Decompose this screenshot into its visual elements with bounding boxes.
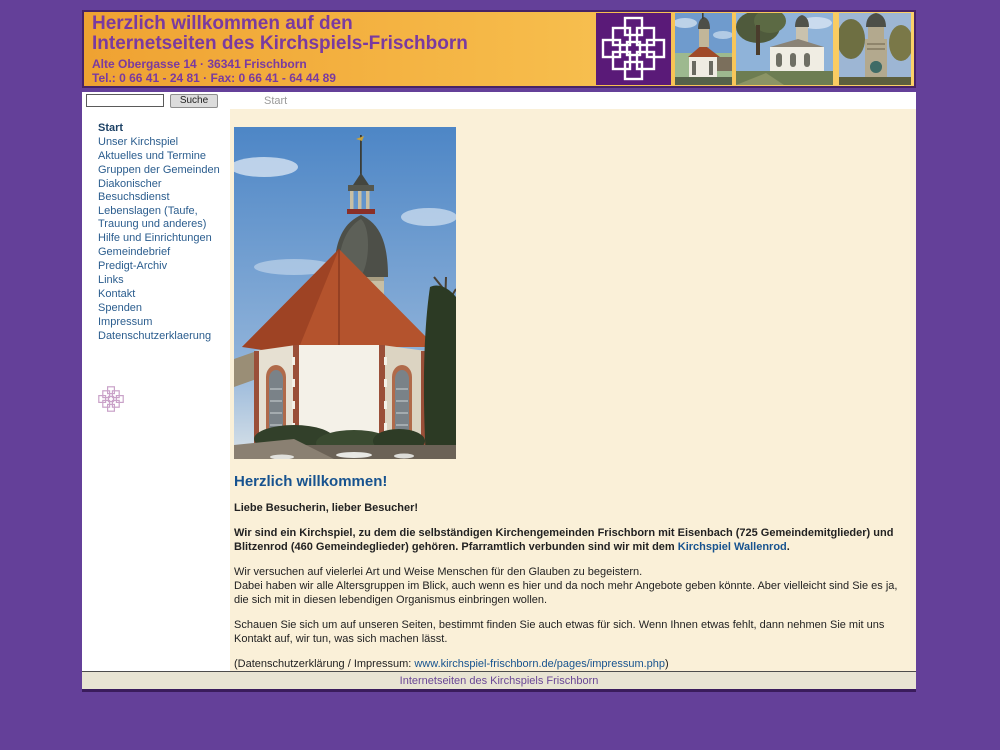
sidebar-item-start[interactable]: Start [98, 122, 124, 134]
site-header [82, 10, 916, 88]
page-container [82, 10, 916, 692]
paragraph-engagement [234, 565, 906, 607]
impressum-suffix: ) [665, 658, 669, 670]
cross-squares-logo-icon [596, 13, 671, 85]
sidebar [82, 109, 230, 671]
sidebar-item-links[interactable]: Links [98, 274, 124, 286]
sidebar-item-lebenslagen[interactable]: Lebenslagen (Taufe, Trauung und anderes) [98, 205, 207, 230]
footer-text: Internetseiten des Kirchspiels Frischborn [399, 674, 599, 687]
search-input[interactable] [86, 94, 164, 107]
church-photo-1 [675, 13, 732, 85]
sidebar-item-impressum[interactable]: Impressum [98, 316, 153, 328]
sidebar-item-spenden[interactable]: Spenden [98, 302, 143, 314]
impressum-prefix: (Datenschutzerklärung / Impressum: [234, 658, 415, 670]
intro-text-1: Wir sind ein Kirchspiel, zu dem die selbständigen Kirchengemeinden Frischborn mit Eisenbach (725 Gemeindemitglieder) und Blitzenrod (460 Gemeindeglieder) gehören. Pfarramtlich verbunden sind wir mit dem [234, 527, 894, 553]
breadcrumb: Start [264, 94, 288, 107]
site-title-line2: Internetseiten des Kirchspiels-Frischborn [92, 33, 468, 54]
engagement-line-1: Wir versuchen auf vielerlei Art und Weise Menschen für den Glauben zu begeistern. [234, 566, 643, 578]
intro-text-2: . [786, 541, 790, 553]
salutation: Liebe Besucherin, lieber Besucher! [234, 502, 419, 514]
sidebar-item-hilfe[interactable]: Hilfe und Einrichtungen [98, 232, 212, 244]
sidebar-item-gemeindebrief[interactable]: Gemeindebrief [98, 246, 171, 258]
sidebar-item-unser-kirchspiel[interactable]: Unser Kirchspiel [98, 136, 179, 148]
sidebar-nav [98, 122, 228, 343]
phone-line: Tel.: 0 66 41 - 24 81 · Fax: 0 66 41 - 64 44 89 [92, 71, 336, 85]
site-title [92, 14, 468, 54]
paragraph-browse: Schauen Sie sich um auf unseren Seiten, bestimmt finden Sie auch etwas für sich. Wenn Ihnen etwas fehlt, dann nehmen Sie mit uns Kontakt auf, wir tun, was sich machen lässt. [234, 619, 885, 645]
top-bar [82, 92, 916, 109]
site-address [92, 57, 468, 85]
church-photo-2 [736, 13, 833, 85]
main-content [230, 109, 916, 671]
impressum-line [234, 657, 906, 671]
content-row [82, 109, 916, 671]
impressum-link[interactable]: www.kirchspiel-frischborn.de/pages/impressum.php [414, 658, 666, 670]
sidebar-item-kontakt[interactable]: Kontakt [98, 288, 136, 300]
intro-paragraph [234, 526, 906, 554]
engagement-line-2: Dabei haben wir alle Altersgruppen im Blick, auch wenn es hier und da noch mehr Angebote geben könnte. Aber vielleicht sind Sie es ja, die sich mit in diesen lebendigen Organismus einbringen wollen. [234, 580, 898, 606]
address-line: Alte Obergasse 14 · 36341 Frischborn [92, 57, 307, 71]
sidebar-item-gruppen[interactable]: Gruppen der Gemeinden [98, 164, 220, 176]
page-title: Herzlich willkommen! [234, 473, 388, 490]
site-title-line1: Herzlich willkommen auf den [92, 13, 353, 34]
sidebar-item-datenschutz[interactable]: Datenschutzerklaerung [98, 330, 212, 342]
site-footer [82, 671, 916, 692]
sidebar-item-predigt-archiv[interactable]: Predigt-Archiv [98, 260, 168, 272]
search-button[interactable]: Suche [170, 94, 218, 108]
sidebar-item-diakonischer-besuchsdienst[interactable]: Diakonischer Besuchsdienst [98, 178, 170, 203]
sidebar-item-aktuelles[interactable]: Aktuelles und Termine [98, 150, 207, 162]
wallenrod-link[interactable]: Kirchspiel Wallenrod [677, 541, 787, 553]
church-photo-3 [839, 13, 911, 85]
site-header-text [92, 14, 468, 85]
cross-squares-logo-small-icon [96, 384, 126, 414]
church-main-photo [234, 127, 456, 459]
